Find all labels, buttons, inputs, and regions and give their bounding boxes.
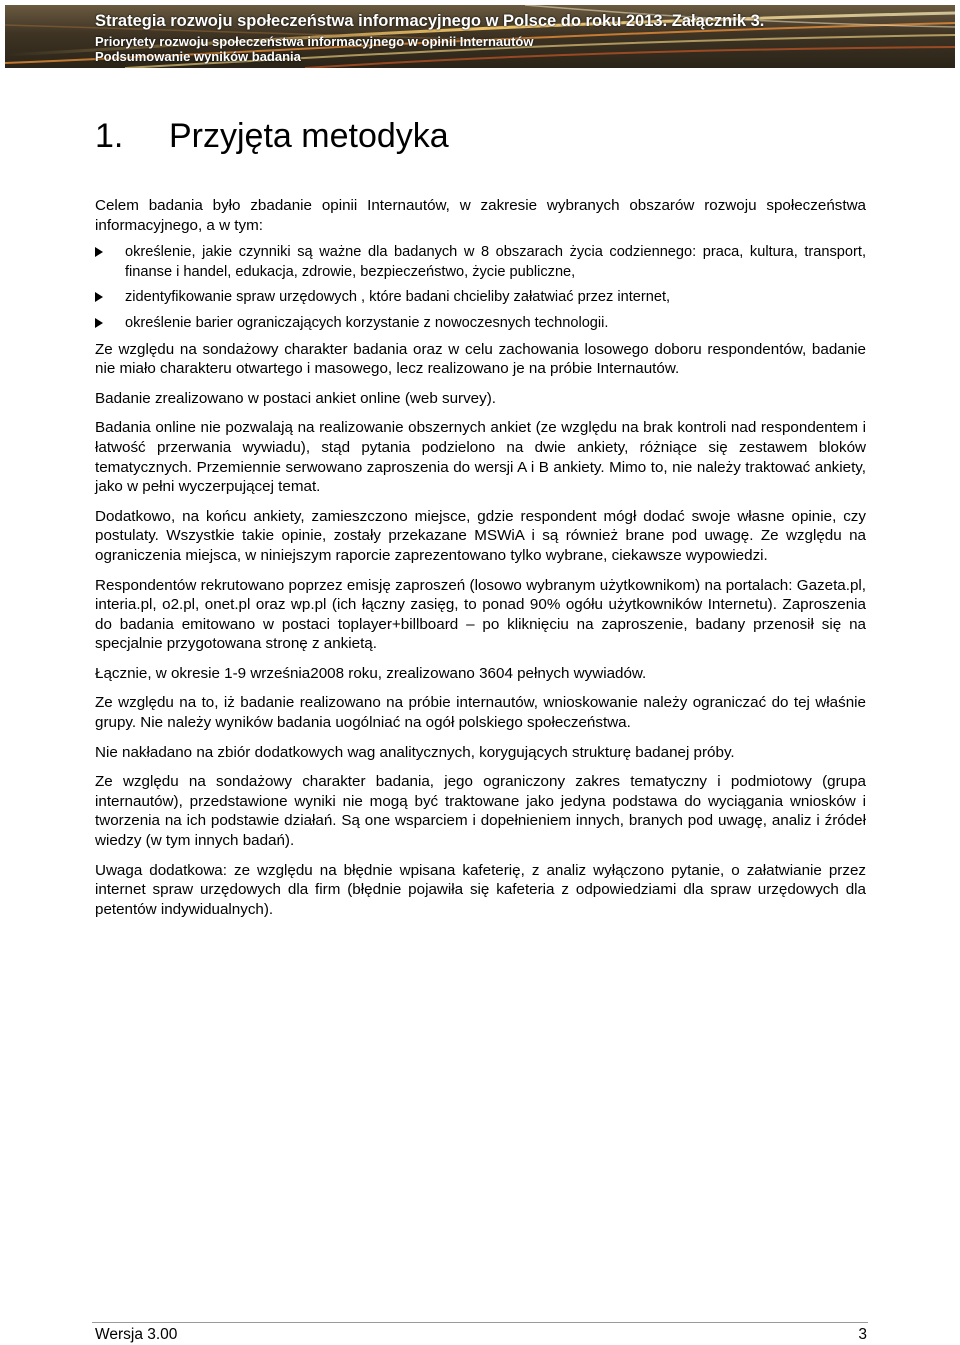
document-subtitle: Priorytety rozwoju społeczeństwa informacyjnego w opinii Internautów (95, 34, 534, 49)
paragraph: Łącznie, w okresie 1-9 września2008 roku, zrealizowano 3604 pełnych wywiadów. (95, 664, 647, 682)
list-item: określenie barier ograniczających korzystanie z nowoczesnych technologii. (95, 314, 866, 334)
list-item: zidentyfikowanie spraw urzędowych , które badani chcieliby załatwiać przez internet, (95, 288, 866, 308)
intro-paragraph: Celem badania było zbadanie opinii Internautów, w zakresie wybranych obszarów rozwoju społeczeństwa informacyjnego, a w tym: (95, 197, 866, 234)
section-number: 1. (95, 117, 124, 155)
arrow-bullet-icon (95, 292, 103, 302)
body-content (95, 196, 866, 929)
paragraph: Ze względu na sondażowy charakter badania oraz w celu zachowania losowego doboru respondentów, badanie nie miało charakteru otwartego i masowego, lecz realizowano je na próbie Internautów. (95, 340, 866, 378)
paragraph: Ze względu na to, iż badanie realizowano na próbie internautów, wnioskowanie należy ograniczać do tej właśnie grupy. Nie należy wyników badania uogólniać na ogół polskiego społeczeństwa. (95, 694, 866, 732)
arrow-bullet-icon (95, 247, 103, 257)
page-number: 3 (858, 1326, 867, 1343)
paragraph: Badania online nie pozwalają na realizowanie obszernych ankiet (ze względu na brak kontroli nad respondentem i łatwość przerwania wywiadu), stąd pytania podzielono na dwie ankiety, różniące się zestawem bloków tematycznych. Przemiennie serwowano zaproszenia do wersji A i B ankiety. Mimo to, nie należy traktować ankiety, jako w pełni wyczerpującej temat. (95, 419, 866, 496)
list-item: określenie, jakie czynniki są ważne dla badanych w 8 obszarach życia codziennego: praca, kultura, transport, finanse i handel, edukacja, zdrowie, bezpieczeństwo, życie publiczne, (95, 243, 866, 282)
paragraph: Uwaga dodatkowa: ze względu na błędnie wpisana kafeterię, z analiz wyłączono pytanie, o załatwianie przez internet spraw urzędowych dla firm (błędnie pojawiła się kafeteria z odpowiedziami dla spraw urzędowych dla petentów indywidualnych). (95, 861, 866, 918)
footer-version: Wersja 3.00 (95, 1326, 178, 1343)
footer-divider (92, 1322, 868, 1323)
section-title: Przyjęta metodyka (169, 117, 449, 155)
paragraph: Ze względu na sondażowy charakter badania, jego ograniczony zakres tematyczny i podmiotowy (grupa internautów), przedstawione wyniki nie mogą być traktowane jako jedyna podstawa do wyciągania wniosków i tworzenia na ich podstawie działań. Są one wsparciem i dopełnieniem innych, branych pod uwagę, analiz i źródeł wiedzy (w tym innych badań). (95, 773, 866, 850)
arrow-bullet-icon (95, 318, 103, 328)
section-heading (95, 117, 449, 156)
paragraph: Dodatkowo, na końcu ankiety, zamieszczono miejsce, gdzie respondent mógł dodać swoje własne opinie, czy postulaty. Wszystkie takie opinie, zostały przekazane MSWiA i są również brane pod uwagę. Ze względu na ograniczenia miejsca, w niniejszym raporcie zaprezentowano tylko wybrane, ciekawsze wypowiedzi. (95, 507, 866, 564)
document-title: Strategia rozwoju społeczeństwa informacyjnego w Polsce do roku 2013. Załącznik 3. (95, 12, 765, 30)
paragraph: Badanie zrealizowano w postaci ankiet online (web survey). (95, 389, 496, 407)
section-label: Podsumowanie wyników badania (95, 49, 301, 64)
paragraph: Respondentów rekrutowano poprzez emisję zaproszeń (losowo wybranym użytkownikom) na portalach: Gazeta.pl, interia.pl, o2.pl, onet.pl oraz wp.pl (ich łączny zasięg, to ponad 90% ogółu użytkowników Internetu). Zaproszenia do badania emitowano w postaci toplayer+billboard – po kliknięciu na zaproszenie, badany przenosił się na specjalnie przygotowana stronę z ankietą. (95, 576, 866, 653)
header-banner (5, 5, 955, 68)
objectives-list (95, 243, 866, 333)
paragraph: Nie nakładano na zbiór dodatkowych wag analitycznych, korygujących strukturę badanej próby. (95, 743, 735, 761)
